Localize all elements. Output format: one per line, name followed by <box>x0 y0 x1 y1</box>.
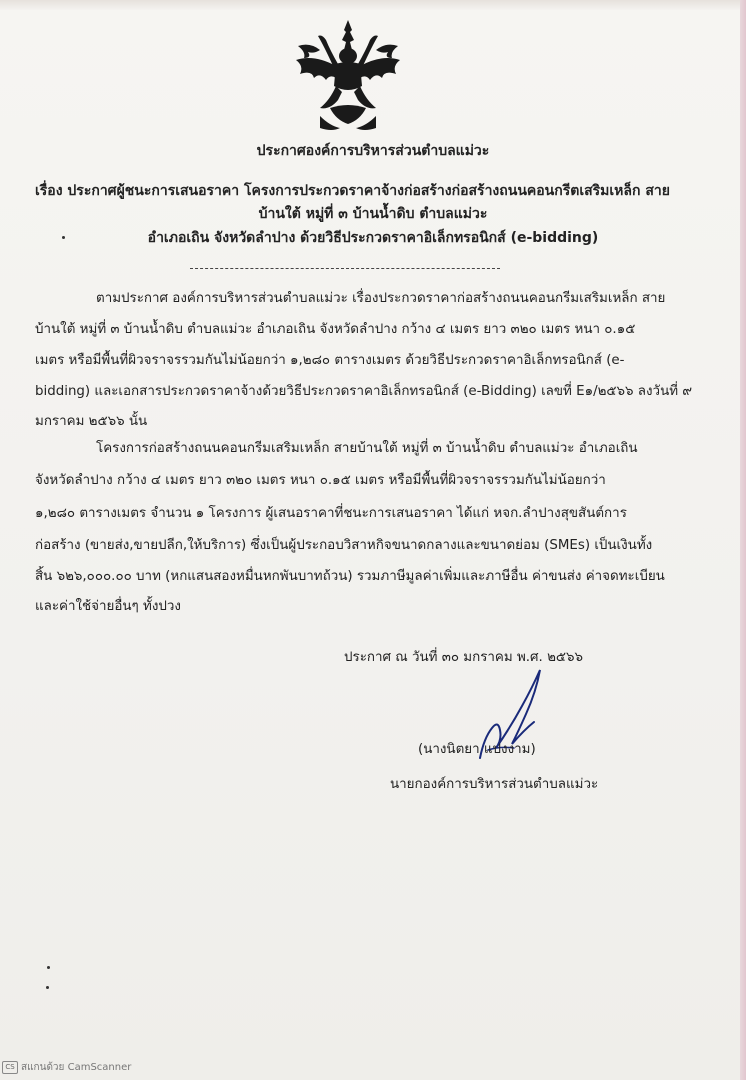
paragraph-1-line-3: เมตร หรือมีพื้นที่ผิวจราจรรวมกันไม่น้อยกว่า ๑,๒๘๐ ตารางเมตร ด้วยวิธีประกวดราคาอิเล็กทรอนิกส์ (e- <box>35 353 625 368</box>
paragraph-1-line-1: ตามประกาศ องค์การบริหารส่วนตำบลแม่วะ เรื่องประกวดราคาก่อสร้างถนนคอนกรีมเสริมเหล็ก สาย <box>96 291 666 306</box>
scan-speck <box>46 986 49 989</box>
camscanner-logo-icon: CS <box>2 1061 18 1074</box>
paragraph-2-line-2: จังหวัดลำปาง กว้าง ๔ เมตร ยาว ๓๒๐ เมตร หนา ๐.๑๕ เมตร หรือมีพื้นที่ผิวจราจรรวมกันไม่น้อยกว่า <box>35 473 606 488</box>
paragraph-2-line-1: โครงการก่อสร้างถนนคอนกรีมเสริมเหล็ก สายบ้านใต้ หมู่ที่ ๓ บ้านน้ำดิบ ตำบลแม่วะ อำเภอเถิน <box>96 441 638 456</box>
paragraph-2-line-4: ก่อสร้าง (ขายส่ง,ขายปลีก,ให้บริการ) ซึ่งเป็นผู้ประกอบวิสาหกิจขนาดกลางและขนาดย่อม (SMEs) เป็นเงินทั้ง <box>35 538 653 553</box>
subject-line-1: เรื่อง ประกาศผู้ชนะการเสนอราคา โครงการประกวดราคาจ้างก่อสร้างก่อสร้างถนนคอนกรีตเสริมเหล็ก สาย <box>35 183 670 199</box>
announcement-date: ประกาศ ณ วันที่ ๓๐ มกราคม พ.ศ. ๒๕๖๖ <box>344 650 584 665</box>
paragraph-1-line-5: มกราคม ๒๕๖๖ นั้น <box>35 414 148 429</box>
signer-name: (นางนิตยา แปงงาม) <box>418 742 536 757</box>
signer-title: นายกองค์การบริหารส่วนตำบลแม่วะ <box>390 777 599 792</box>
scan-right-edge <box>740 0 746 1080</box>
camscanner-text: สแกนด้วย CamScanner <box>21 1062 132 1073</box>
subject-line-3: อำเภอเถิน จังหวัดลำปาง ด้วยวิธีประกวดราคาอิเล็กทรอนิกส์ (e-bidding) <box>147 230 599 246</box>
separator-line <box>190 268 500 269</box>
scan-speck <box>47 966 50 969</box>
paragraph-1-line-2: บ้านใต้ หมู่ที่ ๓ บ้านน้ำดิบ ตำบลแม่วะ อำเภอเถิน จังหวัดลำปาง กว้าง ๔ เมตร ยาว ๓๒๐ เมตร หนา ๐.๑๕ <box>35 322 636 337</box>
scan-top-edge <box>0 0 746 10</box>
paragraph-2-line-6: และค่าใช้จ่ายอื่นๆ ทั้งปวง <box>35 599 181 614</box>
garuda-emblem-icon <box>290 16 406 136</box>
subject-line-2: บ้านใต้ หมู่ที่ ๓ บ้านน้ำดิบ ตำบลแม่วะ <box>258 206 488 222</box>
org-announcement-title: ประกาศองค์การบริหารส่วนตำบลแม่วะ <box>256 143 490 159</box>
camscanner-watermark <box>2 1060 131 1075</box>
scan-speck <box>62 236 65 239</box>
paragraph-2-line-3: ๑,๒๘๐ ตารางเมตร จำนวน ๑ โครงการ ผู้เสนอราคาที่ชนะการเสนอราคา ได้แก่ หจก.ลำปางสุขสันต์การ <box>35 506 627 521</box>
paragraph-1-line-4: bidding) และเอกสารประกวดราคาจ้างด้วยวิธีประกวดราคาอิเล็กทรอนิกส์ (e-Bidding) เลขที่ E๑/๒๕๖๖ ลงวันที่ ๙ <box>35 384 693 399</box>
paragraph-2-line-5: สิ้น ๖๒๖,๐๐๐.๐๐ บาท (หกแสนสองหมื่นหกพันบาทถ้วน) รวมภาษีมูลค่าเพิ่มและภาษีอื่น ค่าขนส่ง ค่าจดทะเบียน <box>35 569 665 584</box>
